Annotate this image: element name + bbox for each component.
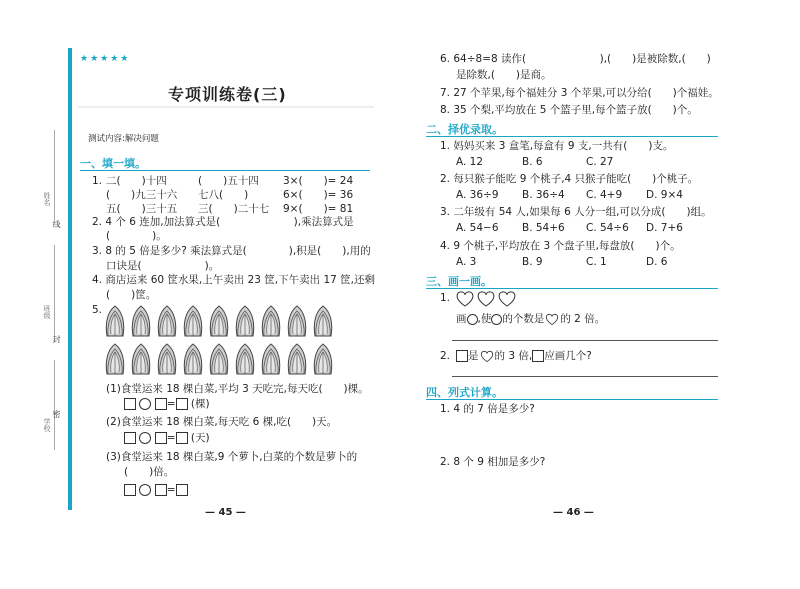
- binding-margin: [36, 60, 66, 520]
- choice4-opt-a[interactable]: A. 3: [456, 256, 477, 268]
- answer-box[interactable]: [124, 432, 136, 444]
- binding-char-secret: 密: [52, 410, 61, 418]
- heart-icons-row: [455, 290, 517, 308]
- q1-r3-c3: 9×( )= 81: [283, 203, 354, 215]
- page-number-right: — 46 —: [553, 507, 594, 518]
- q1-number: 1.: [92, 175, 103, 187]
- page-number-left: — 45 —: [205, 507, 246, 518]
- choice2-opt-a[interactable]: A. 36÷9: [456, 189, 499, 201]
- choice4-text: 4. 9 个桃子,平均放在 3 个盘子里,每盘放( )个。: [440, 240, 681, 252]
- q5-1-text: (1)食堂运来 18 棵白菜,平均 3 天吃完,每天吃( )棵。: [106, 383, 369, 395]
- square-icon: [532, 350, 544, 362]
- section-line: [426, 136, 718, 137]
- q5-2-boxes: = (天): [124, 431, 210, 445]
- choice3-opt-b[interactable]: B. 54+6: [522, 222, 565, 234]
- choice1-opt-a[interactable]: A. 12: [456, 156, 484, 168]
- q5-3-boxes: =: [124, 483, 188, 497]
- section-line: [80, 170, 370, 171]
- choice2-opt-d[interactable]: D. 9×4: [646, 189, 683, 201]
- choice4-opt-b[interactable]: B. 9: [522, 256, 543, 268]
- answer-box[interactable]: [176, 484, 188, 496]
- q1-r1-c2: ( )五十四: [198, 175, 259, 187]
- choice4-opt-d[interactable]: D. 6: [646, 256, 668, 268]
- answer-box[interactable]: [176, 398, 188, 410]
- q1-r3-c2: 三( )二十七: [198, 203, 270, 215]
- q5-2-text: (2)食堂运来 18 棵白菜,每天吃 6 棵,吃( )天。: [106, 416, 338, 428]
- section-draw: 三、画一画。: [426, 275, 492, 288]
- answer-box[interactable]: [176, 432, 188, 444]
- answer-box[interactable]: [155, 432, 167, 444]
- q5-number: 5.: [92, 304, 103, 316]
- cabbage-row-bottom: [106, 344, 331, 374]
- draw1-answer-line[interactable]: [452, 340, 718, 341]
- q8-text: 8. 35 个梨,平均放在 5 个篮子里,每个篮子放( )个。: [440, 104, 698, 116]
- choice3-opt-c[interactable]: C. 54÷6: [586, 222, 629, 234]
- q1-r2-c2: 七八( ): [198, 189, 249, 201]
- q1-r2-c1: ( )九三十六: [106, 189, 178, 201]
- draw2-instruction: 是 的 3 倍, 应画几个?: [456, 349, 592, 363]
- binding-label-school: 学校: [43, 418, 51, 432]
- stars-decoration: ★★★★★: [80, 54, 131, 64]
- choice4-opt-c[interactable]: C. 1: [586, 256, 607, 268]
- heart-icon: [544, 313, 560, 326]
- draw2-answer-line[interactable]: [452, 376, 718, 377]
- choice2-opt-b[interactable]: B. 36÷4: [522, 189, 565, 201]
- answer-box[interactable]: [124, 398, 136, 410]
- section-fill-in: 一、填一填。: [80, 157, 146, 170]
- q1-r2-c3: 6×( )= 36: [283, 189, 354, 201]
- choice3-opt-a[interactable]: A. 54−6: [456, 222, 499, 234]
- choice3-text: 3. 二年级有 54 人,如果每 6 人分一组,可以分成( )组。: [440, 206, 712, 218]
- q4-line1: 4. 商店运来 60 筐水果,上午卖出 23 筐,下午卖出 17 筐,还剩: [92, 274, 375, 286]
- choice1-opt-c[interactable]: C. 27: [586, 156, 614, 168]
- q5-3-line1: (3)食堂运来 18 棵白菜,9 个萝卜,白菜的个数是萝卜的: [106, 451, 358, 463]
- title-band: [78, 106, 374, 108]
- section-choice: 二、择优录取。: [426, 123, 503, 136]
- q2-line1: 2. 4 个 6 连加,加法算式是( ),乘法算式是: [92, 216, 354, 228]
- heart-icon: [479, 350, 495, 363]
- q3-line2: 口诀是( )。: [106, 260, 220, 272]
- draw2-number: 2.: [440, 350, 451, 362]
- q5-1-unit: (棵): [190, 398, 210, 410]
- heart-icon: [457, 292, 473, 306]
- choice3-opt-d[interactable]: D. 7+6: [646, 222, 683, 234]
- q5-1-boxes: = (棵): [124, 397, 210, 411]
- section-line: [426, 288, 718, 289]
- circle-icon: [491, 314, 502, 325]
- choice2-opt-c[interactable]: C. 4+9: [586, 189, 623, 201]
- section-line: [426, 399, 718, 400]
- margin-divider: [68, 48, 72, 510]
- operator-circle[interactable]: [139, 432, 151, 444]
- q7-text: 7. 27 个苹果,每个福娃分 3 个苹果,可以分给( )个福娃。: [440, 87, 719, 99]
- draw1-instruction: 画 ,使 的个数是 的 2 倍。: [456, 313, 606, 325]
- q1-r3-c1: 五( )三十五: [106, 203, 178, 215]
- section-calc: 四、列式计算。: [426, 386, 503, 399]
- binding-label-class: 班级: [43, 305, 51, 319]
- q3-line1: 3. 8 的 5 倍是多少? 乘法算式是( ),积是( ),用的: [92, 245, 371, 257]
- q1-r1-c1: 二( )十四: [106, 175, 167, 187]
- answer-box[interactable]: [155, 484, 167, 496]
- binding-char-seal: 封: [52, 335, 61, 343]
- cabbage-illustration: [104, 300, 336, 378]
- test-content: 测试内容:解决问题: [88, 134, 159, 144]
- square-icon: [456, 350, 468, 362]
- binding-char-line: 线: [52, 220, 61, 228]
- q5-3-line2: ( )倍。: [124, 466, 175, 478]
- choice1-text: 1. 妈妈买来 3 盒笔,每盒有 9 支,一共有( )支。: [440, 140, 674, 152]
- heart-icon: [478, 292, 494, 306]
- answer-box[interactable]: [124, 484, 136, 496]
- answer-box[interactable]: [155, 398, 167, 410]
- page-title: 专项训练卷(三): [168, 85, 287, 104]
- circle-icon: [467, 314, 478, 325]
- q4-line2: ( )筐。: [106, 289, 157, 301]
- operator-circle[interactable]: [139, 398, 151, 410]
- q6-line2: 是除数,( )是商。: [456, 69, 552, 81]
- q1-r1-c3: 3×( )= 24: [283, 175, 354, 187]
- choice1-opt-b[interactable]: B. 6: [522, 156, 543, 168]
- q2-line2: ( )。: [106, 230, 167, 242]
- choice2-text: 2. 每只猴子能吃 9 个桃子,4 只猴子能吃( )个桃子。: [440, 173, 699, 185]
- operator-circle[interactable]: [139, 484, 151, 496]
- binding-label-name: 姓名: [43, 192, 51, 206]
- q5-2-unit: (天): [190, 432, 210, 444]
- heart-icon: [499, 292, 515, 306]
- draw1-number: 1.: [440, 292, 451, 304]
- q6-line1: 6. 64÷8=8 读作( ),( )是被除数,( ): [440, 53, 711, 65]
- cabbage-row-top: [106, 306, 331, 336]
- calc1-text: 1. 4 的 7 倍是多少?: [440, 403, 535, 415]
- calc2-text: 2. 8 个 9 相加是多少?: [440, 456, 546, 468]
